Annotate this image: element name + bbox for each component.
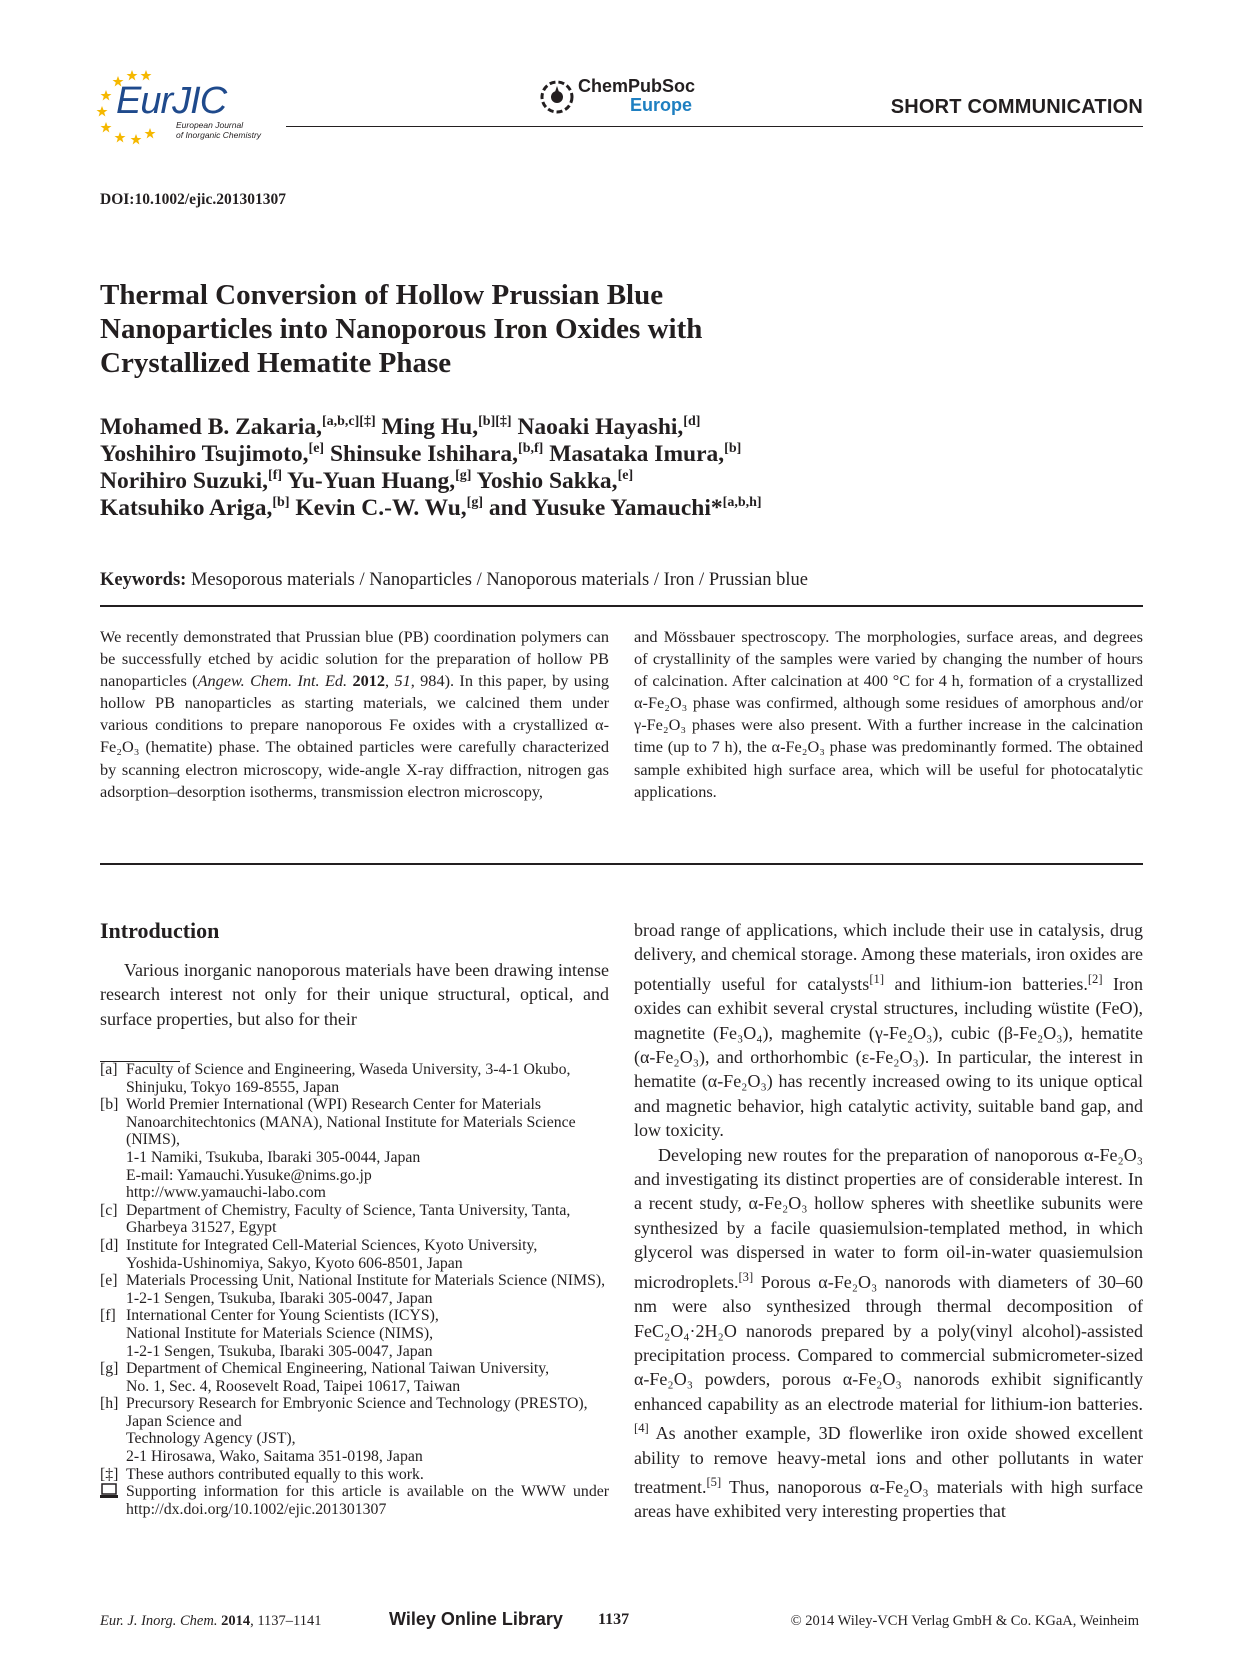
author-affiliation-marker: [a,b,c][‡] (321, 414, 376, 430)
author-affiliation-marker: [a,b,h] (722, 495, 762, 511)
author-affiliation-marker: [d] (683, 414, 701, 430)
author-affiliation-marker: [b][‡] (478, 414, 512, 430)
reference-4[interactable]: [4] (634, 1421, 649, 1436)
keywords-value: Mesoporous materials / Nanoparticles / Nanoporous materials / Iron / Prussian blue (190, 570, 809, 590)
footnote-key: [c] (100, 1201, 118, 1219)
keywords-label: Keywords: (100, 570, 187, 590)
footnote-text: World Premier International (WPI) Research Center for Materials Nanoarchitechtonics (MANA), National Institute for Materials Science (NIMS), 1-1 Namiki, Tsukuba, Ibaraki 305-0044, Japan E-mail: Yamauchi.Yusuke@nims.go.jp http://www.yamauchi-labo.com (126, 1096, 576, 1202)
footer-journal: Eur. J. Inorg. Chem. (100, 1613, 218, 1629)
intro-paragraph-2 (634, 1143, 1143, 1524)
abstract-right-column: and Mössbauer spectroscopy. The morphologies, surface areas, and degrees of crystallinity of the samples were varied by changing the number of hours of calcination. After calcination at 400 °C for 4 h, formation of a crystallized α-Fe₂O₃ phase was confirmed, although some residues of amorphous and/or γ-Fe₂O₃ phases were also present. With a further increase in the calcination time (up to 7 h), the α-Fe₂O₃ phase was predominantly formed. The obtained sample exhibited high surface area, which will be useful for photocatalytic applications. (634, 627, 1143, 801)
body-text: Porous α-Fe₂O₃ nanorods with diameters of 30–60 nm were also synthesized through thermal decomposition of FeC₂O₄·2H₂O nanorods prepared by a poly(vinyl alcohol)-assisted precipitation process. Compared to commercial submicrometer-sized α-Fe₂O₃ powders, porous α-Fe₂O₃ nanorods exhibit significantly enhanced capability as an electrode material for lithium-ion batteries. (634, 1271, 1143, 1414)
cited-journal: Angew. Chem. Int. Ed. (197, 671, 348, 691)
footnote-item (100, 1466, 609, 1484)
footnote-item (100, 1395, 609, 1465)
author-affiliation-marker: [b] (724, 441, 742, 457)
section-label: SHORT COMMUNICATION (890, 96, 1143, 118)
author: Norihiro Suzuki, (100, 468, 269, 494)
footnote-key: [e] (100, 1272, 118, 1290)
abstract-bottom-rule (100, 863, 1143, 865)
abstract-left-column: We recently demonstrated that Prussian blue (PB) coordination polymers can be successfully etched by acidic solution for the preparation of hollow PB nanoparticles (Angew. Chem. Int. Ed. 2012, 51, 984). In this paper, by using hollow PB nanoparticles as starting materials, we calcined them under various conditions to prepare nanoporous Fe oxides with a crystallized α-Fe₂O₃ (hematite) phase. The obtained particles were carefully characterized by scanning electron microscopy, wide-angle X-ray diffraction, nitrogen gas adsorption–desorption isotherms, transmission electron microscopy, (100, 627, 609, 801)
body-text: and lithium-ion batteries. (884, 973, 1088, 994)
chempubsoc-emblem-icon (538, 78, 576, 116)
author: Mohamed B. Zakaria, (100, 414, 322, 440)
body-text: Iron oxides can exhibit several crystal structures, including wüstite (FeO), magnetite (Fe₃O₄), maghemite (γ-Fe₂O₃), cubic (β-Fe₂O₃), hematite (α-Fe₂O₃), and orthorhombic (ε-Fe₂O₃). In particular, the interest in hematite (α-Fe₂O₃) has recently increased owing to its unique optical and magnetic behavior, high catalytic activity, suitable band gap, and low toxicity. (634, 973, 1143, 1141)
author: Shinsuke Ishihara, (329, 441, 519, 467)
footnote-text: International Center for Young Scientists (ICYS), National Institute for Materials Science (NIMS), 1-2-1 Sengen, Tsukuba, Ibaraki 305-0047, Japan (126, 1307, 439, 1360)
author-affiliation-marker: [b] (272, 495, 290, 511)
author-affiliation-marker: [e] (617, 468, 634, 484)
footnote-item (100, 1272, 609, 1307)
footnote-item (100, 1202, 609, 1237)
author: Katsuhiko Ariga, (100, 495, 273, 521)
body-text: broad range of applications, which include their use in catalysis, drug delivery, and chemical storage. Among these materials, iron oxides are potentially useful for catalysts (634, 920, 1143, 994)
author-affiliation-marker: [e] (308, 441, 325, 457)
cited-year: 2012 (352, 671, 386, 691)
author: Masataka Imura, (549, 441, 725, 467)
footnote-key: [a] (100, 1061, 118, 1078)
eurjic-logo (96, 68, 286, 146)
footnote-text: Materials Processing Unit, National Institute for Materials Science (NIMS), 1-2-1 Sengen, Tsukuba, Ibaraki 305-0047, Japan (126, 1272, 606, 1307)
publisher-logo-line2: Europe (630, 95, 693, 115)
journal-logo-sub2: of Inorganic Chemistry (176, 130, 262, 140)
chempubsoc-logo (538, 76, 708, 120)
author: Yoshihiro Tsujimoto, (100, 441, 309, 467)
footnote-item (100, 1096, 609, 1202)
author-affiliation-marker: [g] (455, 468, 472, 484)
footnote-item (100, 1237, 609, 1272)
footnote-item (100, 1307, 609, 1360)
article-title: Thermal Conversion of Hollow Prussian Blue Nanoparticles into Nanoporous Iron Oxides with Crystallized Hematite Phase (100, 279, 703, 379)
author-affiliation-marker: [b,f] (518, 441, 544, 457)
abstract-text: We recently demonstrated that Prussian blue (PB) coordination polymers can be successfully etched by acidic solution for the preparation of hollow PB nanoparticles ( (100, 627, 609, 691)
right-body-column (634, 918, 1143, 1524)
footnote-text: Department of Chemical Engineering, National Taiwan University, No. 1, Sec. 4, Roosevelt Road, Taipei 10617, Taiwan (126, 1360, 550, 1395)
abstract-top-rule (100, 605, 1143, 607)
author-list (100, 414, 1150, 522)
author: Ming Hu, (381, 414, 479, 440)
footnote-item (100, 1061, 609, 1096)
footnote-text: Faculty of Science and Engineering, Waseda University, 3-4-1 Okubo, Shinjuku, Tokyo 169-8555, Japan (126, 1061, 571, 1096)
footer-year: 2014 (221, 1613, 251, 1629)
affiliation-footnotes (100, 1061, 609, 1518)
doi: DOI:10.1002/ejic.201301307 (100, 191, 286, 208)
author-affiliation-marker: [f] (268, 468, 283, 484)
body-text: Thus, nanoporous α-Fe₂O₃ materials with high surface areas have exhibited very interesting properties that (634, 1476, 1143, 1522)
cited-volume: 51 (394, 671, 411, 691)
journal-logo-text: EurJIC (116, 80, 227, 122)
header-rule (286, 126, 1143, 127)
footnote-key: [g] (100, 1360, 119, 1378)
supporting-info-icon (100, 1483, 126, 1518)
footnote-key: [d] (100, 1236, 119, 1254)
footer-citation: Eur. J. Inorg. Chem. 2014, 1137–1141 (100, 1613, 322, 1629)
footnote-key: [b] (100, 1096, 119, 1114)
footnote-text: Institute for Integrated Cell-Material Sciences, Kyoto University, Yoshida-Ushinomiya, Sakyo, Kyoto 606-8501, Japan (126, 1236, 538, 1272)
reference-1[interactable]: [1] (869, 971, 885, 986)
page-number: 1137 (598, 1611, 630, 1628)
author: Naoaki Hayashi, (517, 414, 684, 440)
keywords (100, 570, 808, 591)
footnote-key: [h] (100, 1395, 119, 1413)
author-affiliation-marker: [g] (466, 495, 483, 511)
reference-5[interactable]: [5] (706, 1474, 722, 1489)
body-text: Developing new routes for the preparation of nanoporous α-Fe₂O₃ and investigating its distinct properties are of considerable interest. In a recent study, α-Fe₂O₃ hollow spheres with sheetlike subunits were synthesized by a facile quasiemulsion-templated method, in which glycerol was dispersed in water to form oil-in-water quasiemulsion microdroplets. (634, 1144, 1143, 1292)
footer-pages: 1137–1141 (257, 1613, 322, 1629)
footer-copyright: © 2014 Wiley-VCH Verlag GmbH & Co. KGaA, Weinheim (790, 1613, 1139, 1629)
wiley-online-library-link[interactable]: Wiley Online Library (389, 1609, 563, 1629)
footnote-key: [f] (100, 1307, 116, 1325)
reference-3[interactable]: [3] (738, 1269, 754, 1284)
reference-2[interactable]: [2] (1087, 971, 1103, 986)
footnote-item (100, 1483, 609, 1518)
intro-paragraph-1-continued (634, 918, 1143, 1143)
author: Yoshio Sakka, (476, 468, 618, 494)
journal-logo-sub1: European Journal (176, 120, 244, 130)
abstract-text: 984). In this paper, by using hollow PB nanoparticles as starting materials, we calcined them under various conditions to prepare nanoporous Fe oxides with a crystallized α-Fe₂O₃ (hematite) phase. The obtained particles were carefully characterized by scanning electron microscopy, wide-angle X-ray diffraction, nitrogen gas adsorption–desorption isotherms, transmission electron microscopy, (100, 671, 609, 801)
body-text: As another example, 3D flowerlike iron oxide showed excellent ability to remove heavy-metal ions and other pollutants in water treatment. (634, 1423, 1143, 1497)
author: and Yusuke Yamauchi* (488, 495, 723, 521)
author: Yu-Yuan Huang, (287, 468, 456, 494)
footnote-item (100, 1360, 609, 1395)
footnote-key: [‡] (100, 1465, 119, 1483)
footnote-text: These authors contributed equally to this work. (126, 1465, 424, 1483)
section-heading-introduction: Introduction (100, 918, 220, 943)
publisher-logo-line1: ChemPubSoc (578, 76, 696, 96)
intro-paragraph-1: Various inorganic nanoporous materials have been drawing intense research interest not only for their unique structural, optical, and surface properties, but also for their (100, 960, 609, 1029)
footnote-text: Supporting information for this article is available on the WWW under http://dx.doi.org/10.1002/ejic.201301307 (126, 1483, 609, 1518)
footnote-text: Department of Chemistry, Faculty of Science, Tanta University, Tanta, Gharbeya 31527, Egypt (126, 1201, 571, 1237)
author: Kevin C.-W. Wu, (295, 495, 467, 521)
footnote-text: Precursory Research for Embryonic Science and Technology (PRESTO), Japan Science and Technology Agency (JST), 2-1 Hirosawa, Wako, Saitama 351-0198, Japan (126, 1395, 588, 1466)
